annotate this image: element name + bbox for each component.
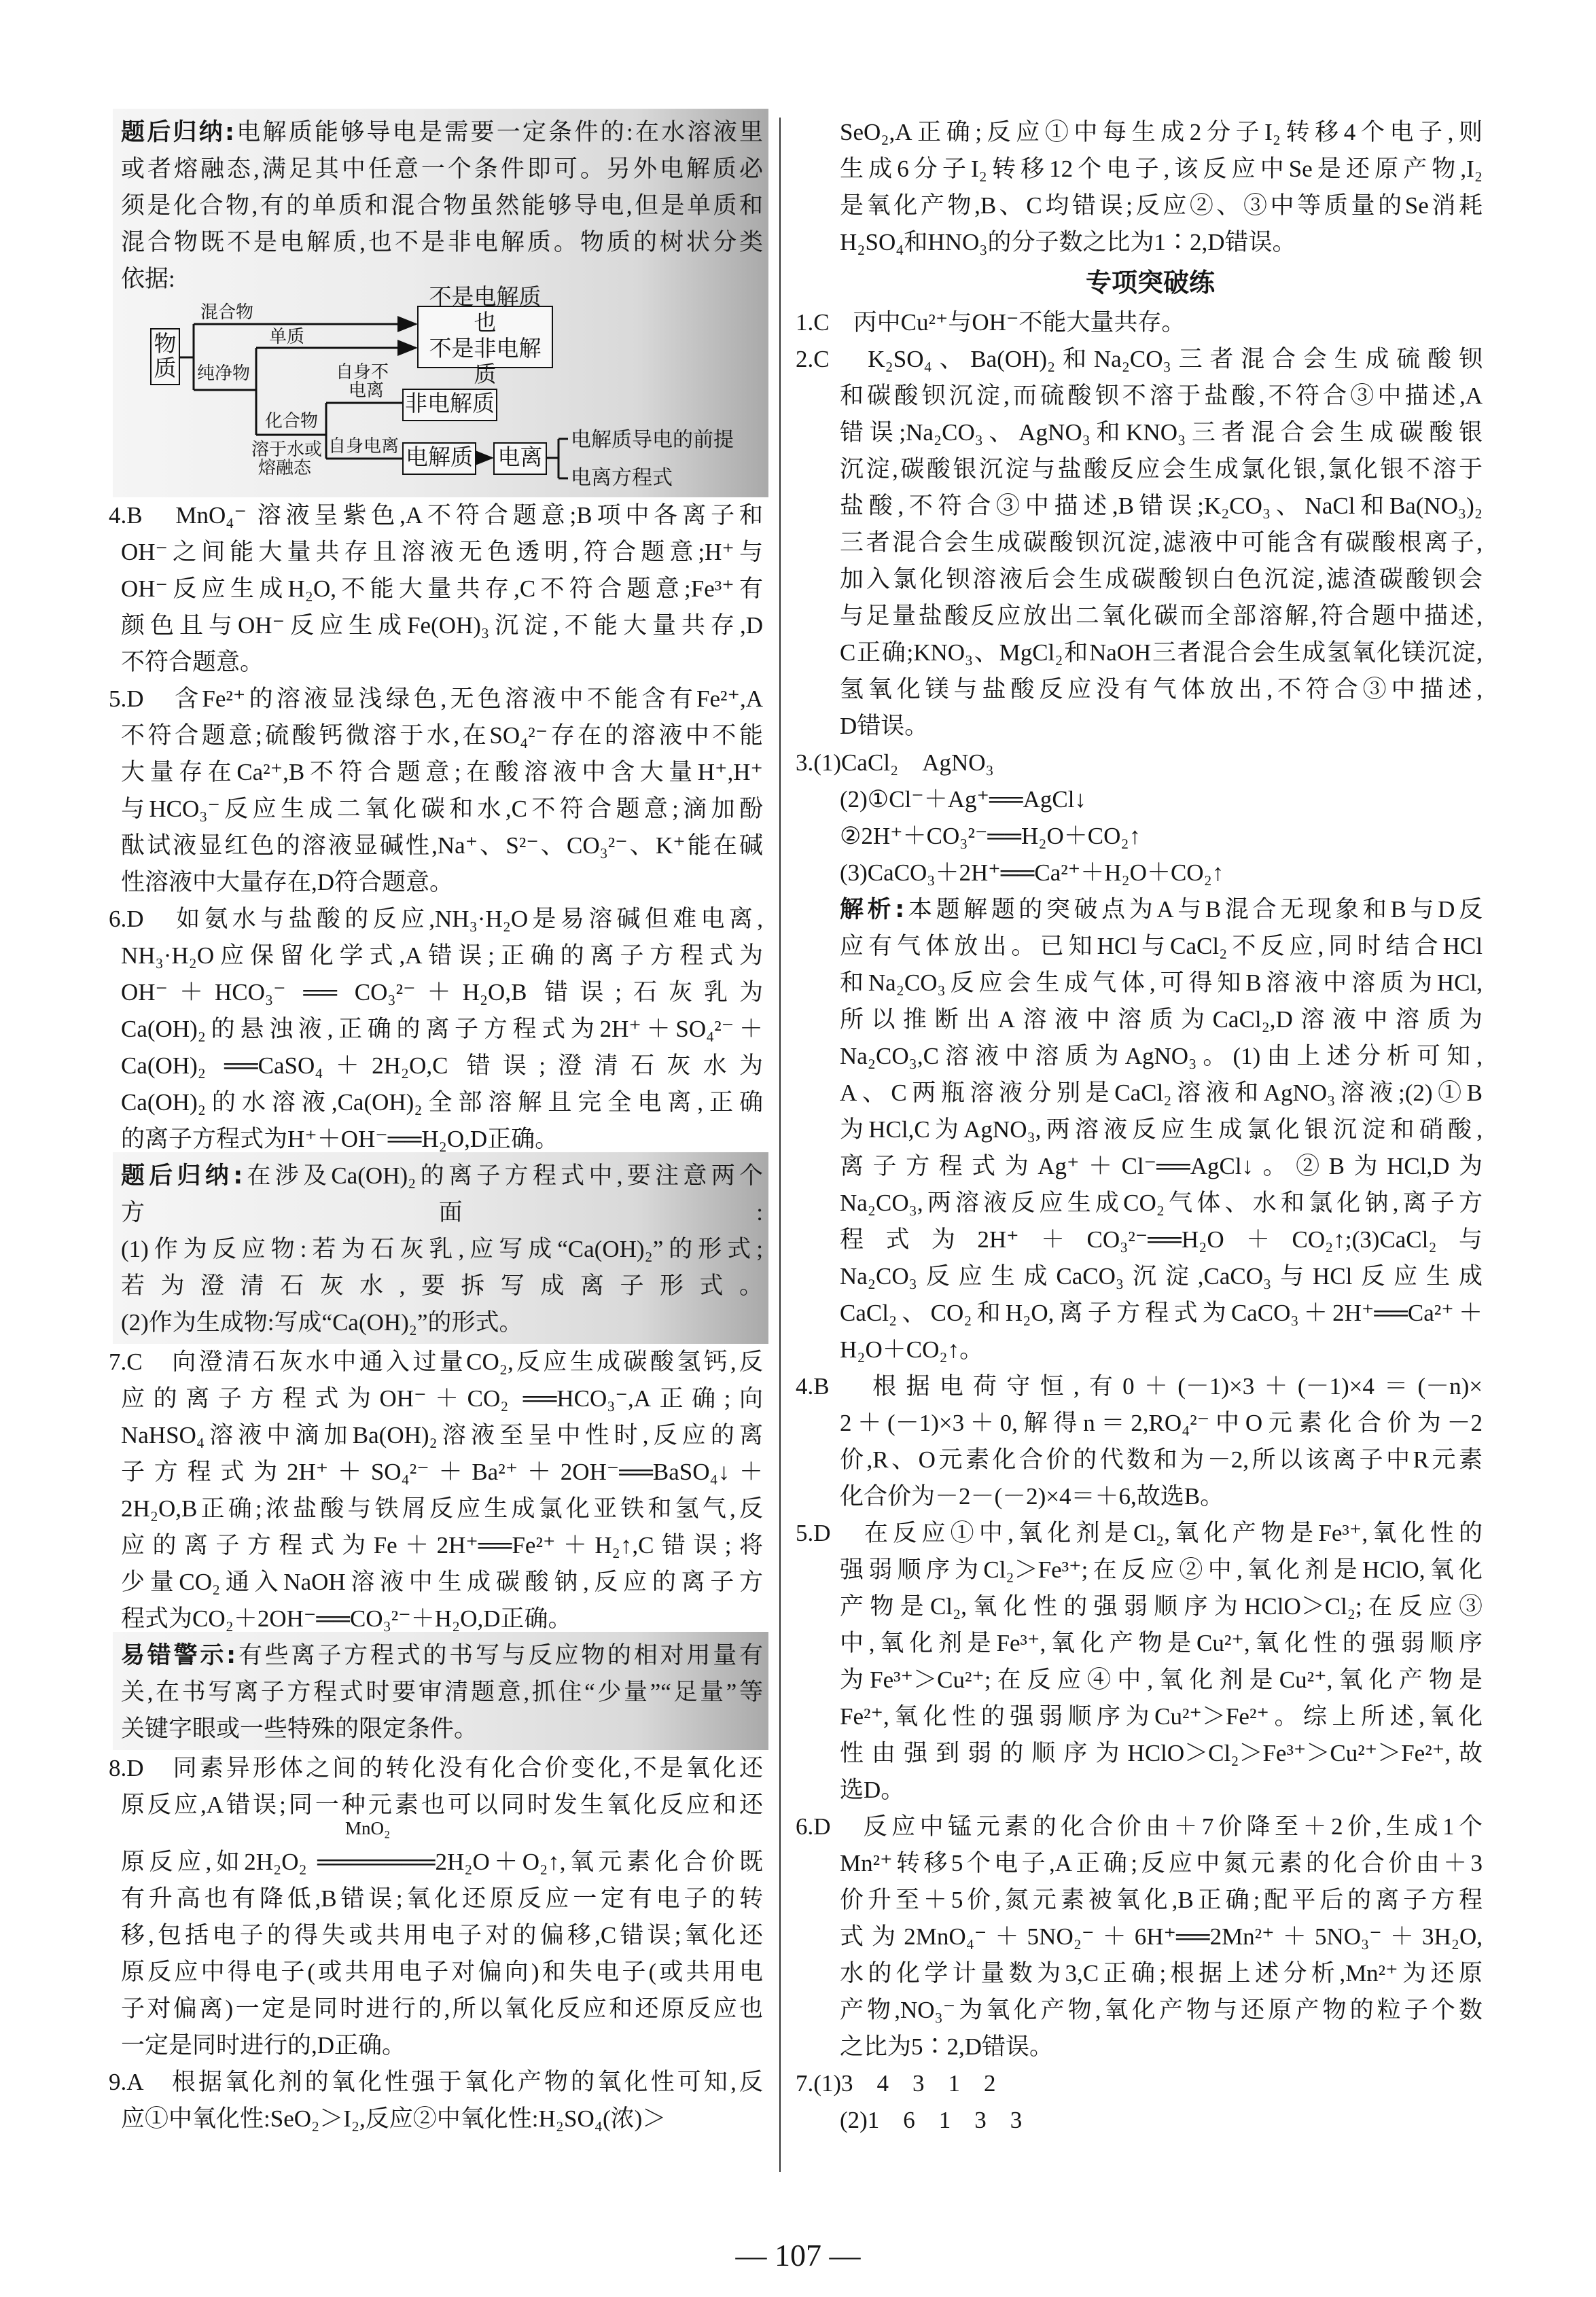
text-line: [840, 1295, 1483, 1332]
text-line: [109, 681, 763, 717]
line-text: 性由强到弱的顺序为HClO＞Cl₂＞Fe³⁺＞Cu²⁺＞Fe²⁺,故: [840, 1740, 1483, 1766]
line-text: 9.A 根据氧化剂的氧化性强于氧化产物的氧化性可知,反: [109, 2069, 763, 2095]
text-line: [840, 2029, 1483, 2065]
text-line: [840, 224, 1483, 261]
text-line: [121, 938, 763, 974]
text-line: [121, 1564, 763, 1601]
line-text: 酞试液显红色的溶液显碱性,Na⁺、S²⁻、CO₃²⁻、K⁺能在碱: [121, 832, 763, 859]
text-line: [121, 1674, 763, 1711]
text-line: [121, 188, 763, 224]
diagram-self-ionize: 自身电离: [328, 436, 400, 456]
line-text: 颜色且与OH⁻反应生成Fe(OH)₃沉淀,不能大量共存,D: [121, 612, 763, 639]
text-line: [840, 1258, 1483, 1295]
text-line: [840, 2102, 1483, 2139]
line-text: H₂SO₄和HNO₃的分子数之比为1∶2,D错误。: [840, 229, 1296, 255]
summary-electrolyte: [121, 114, 763, 298]
line-text: 选D。: [840, 1777, 905, 1803]
practice-answer-1: [796, 304, 1483, 341]
line-text: (2)①Cl⁻＋Ag⁺══AgCl↓: [840, 786, 1086, 813]
text-line: [121, 607, 763, 644]
text-line: [840, 1038, 1483, 1075]
text-line: [840, 965, 1483, 1001]
line-text: 一定是同时进行的,D正确。: [121, 2032, 406, 2059]
diagram-compound: 化合物: [265, 411, 319, 431]
text-line: [121, 1381, 763, 1417]
line-text: 为Fe³⁺＞Cu²⁺;在反应④中,氧化剂是Cu²⁺,氧化产物是: [840, 1667, 1483, 1693]
line-text: 依据:: [121, 266, 175, 292]
line-text: 有些离子方程式的书写与反应物的相对用量有: [236, 1642, 763, 1669]
text-line: [121, 791, 763, 827]
section-label: 题后归纳:: [121, 119, 234, 146]
text-line: [121, 1194, 763, 1231]
line-text: 关键字眼或一些特殊的限定条件。: [121, 1715, 478, 1742]
answer-9: [109, 2064, 763, 2137]
line-text: 产物是Cl₂,氧化性的强弱顺序为HClO＞Cl₂;在反应③: [840, 1593, 1483, 1620]
text-line: [121, 2027, 763, 2064]
section-label: 解析:: [840, 896, 905, 923]
column-divider: [779, 118, 781, 2172]
answer-7: [109, 1344, 763, 1637]
text-line: [840, 1919, 1483, 1955]
error-warning: [121, 1637, 763, 1747]
diagram-element: 单质: [269, 327, 305, 346]
text-line: [840, 781, 1483, 818]
line-text: 不符合题意;硫酸钙微溶于水,在SO₄²⁻存在的溶液中不能: [121, 722, 763, 749]
line-text: 应的离子方程式为OH⁻＋CO₂ ══HCO₃⁻,A正确;向: [121, 1385, 763, 1412]
text-line: [121, 1527, 763, 1564]
text-line: [840, 635, 1483, 671]
text-line: [840, 1442, 1483, 1478]
diagram-non-electrolyte-box: [402, 389, 497, 421]
text-line: [840, 488, 1483, 524]
line-text: A、C两瓶溶液分别是CaCl₂溶液和AgNO₃溶液;(2)①B: [840, 1080, 1483, 1106]
text-line: [796, 745, 1483, 781]
text-line: [840, 1148, 1483, 1185]
line-text: 与足量盐酸反应放出二氧化碳而全部溶解,符合题中描述,: [840, 603, 1483, 629]
line-text: 有升高也有降低,B错误;氧化还原反应一定有电子的转: [121, 1885, 763, 1912]
text-line: [840, 598, 1483, 635]
text-line: [840, 188, 1483, 224]
text-line: [109, 1344, 763, 1381]
text-line: [840, 1882, 1483, 1919]
reaction-catalyst: MnO₂: [345, 1818, 391, 1838]
line-text: Fe²⁺,氧化性的强弱顺序为Cu²⁺＞Fe²⁺。综上所述,氧化: [840, 1703, 1483, 1730]
diagram-no-ionize: [336, 363, 389, 400]
text-line: [121, 571, 763, 607]
diagram-electrolyte: 电解质: [406, 446, 473, 471]
line-text: NaHSO₄溶液中滴加Ba(OH)₂溶液至呈中性时,反应的离: [121, 1422, 763, 1448]
line-text: 子对偏离)一定是同时进行的,所以氧化反应和还原反应也: [121, 1995, 763, 2022]
text-line: [840, 1478, 1483, 1515]
diagram-equation: 电离方程式: [571, 467, 673, 489]
text-line: [840, 1955, 1483, 1992]
practice-answer-5: [796, 1515, 1483, 1809]
line-text: 大量存在Ca²⁺,B不符合题意;在酸溶液中含大量H⁺,H⁺: [121, 759, 763, 785]
text-line: [121, 1304, 763, 1341]
section-label: 题后归纳:: [121, 1162, 243, 1190]
text-line: [109, 497, 763, 534]
text-line: [121, 864, 763, 901]
text-line: [840, 1735, 1483, 1772]
text-line: [840, 524, 1483, 561]
text-line: [840, 1992, 1483, 2029]
line-text: 关,在书写离子方程式时要审清题意,抓住“少量”“足量”等: [121, 1679, 763, 1705]
text-line: [840, 1405, 1483, 1442]
line-text: 式为2MnO₄⁻＋5NO₂⁻＋6H⁺══2Mn²⁺＋5NO₃⁻＋3H₂O,: [840, 1923, 1483, 1950]
line-text: 水的化学计量数为3,C正确;根据上述分析,Mn²⁺为还原: [840, 1960, 1483, 1987]
text-line: [796, 1515, 1483, 1552]
line-text: OH⁻＋HCO₃⁻ ══ CO₃²⁻＋H₂O,B 错误;石灰乳为: [121, 979, 763, 1005]
left-column: [109, 114, 763, 2137]
text-line: [121, 1881, 763, 1917]
text-line: [840, 151, 1483, 188]
line-text: Na₂CO₃,C溶液中溶质为AgNO₃。(1)由上述分析可知,: [840, 1043, 1483, 1069]
text-line: [121, 1158, 763, 1194]
line-text: 或者熔融态,满足其中任意一个条件即可。另外电解质必: [121, 156, 763, 182]
text-line: [840, 818, 1483, 855]
line-text: 离子方程式为Ag⁺＋Cl⁻══AgCl↓。②B为HCl,D为: [840, 1153, 1483, 1179]
page-number: — 107 —: [735, 2238, 861, 2273]
text-line: [796, 304, 1483, 341]
line-text: 三者混合会生成碳酸钡沉淀,滤液中可能含有碳酸根离子,: [840, 529, 1483, 556]
line-text: 原反应中得电子(或共用电子对偏向)和失电子(或共用电: [121, 1959, 763, 1985]
text-line: [840, 1625, 1483, 1662]
text-line: [121, 1417, 763, 1454]
text-line: [840, 928, 1483, 965]
text-line: [840, 708, 1483, 745]
practice-answer-4: [796, 1368, 1483, 1515]
diagram-neither-line2: 不是非电解质: [429, 337, 542, 387]
section-heading: 专项突破练: [1085, 268, 1215, 298]
text-line: [121, 1917, 763, 1954]
line-text: 为HCl,C为AgNO₃,两溶液反应生成氯化银沉淀和硝酸,: [840, 1116, 1483, 1143]
line-text: 的离子方程式为H⁺＋OH⁻══H₂O,D正确。: [121, 1126, 559, 1152]
line-text: 2H₂O,B正确;浓盐酸与铁屑反应生成氯化亚铁和氢气,反: [121, 1495, 763, 1522]
section-label: 易错警示:: [121, 1642, 236, 1669]
diagram-ionization: 电离: [497, 446, 543, 471]
line-text: 沉淀,碳酸银沉淀与盐酸反应会生成氯化银,氯化银不溶于: [840, 456, 1483, 482]
diagram-neither-line1: 不是电解质也: [429, 285, 542, 336]
right-column: [796, 114, 1483, 2139]
line-text: (3)CaCO₃＋2H⁺══Ca²⁺＋H₂O＋CO₂↑: [840, 859, 1224, 886]
line-text: Ca(OH)₂ ══CaSO₄＋2H₂O,C 错误;澄清石灰水为: [121, 1052, 763, 1079]
practice-answer-3: [796, 745, 1483, 891]
line-text: Mn²⁺转移5个电子,A正确;反应中氮元素的化合价由＋3: [840, 1850, 1483, 1876]
line-text: D错误。: [840, 713, 929, 739]
line-text: 混合物既不是电解质,也不是非电解质。物质的树状分类: [121, 229, 763, 255]
summary-box-electrolyte: [113, 109, 768, 497]
line-text: 与HCO₃⁻反应生成二氧化碳和水,C不符合题意;滴加酚: [121, 796, 763, 822]
line-text: Na₂CO₃,两溶液反应生成CO₂气体、水和氯化钠,离子方: [840, 1190, 1483, 1216]
text-line: [121, 1954, 763, 1991]
text-line: [121, 224, 763, 261]
line-text: 电解质能够导电是需要一定条件的:在水溶液里: [234, 119, 763, 145]
diagram-condition-line2: 熔融态: [258, 458, 312, 478]
line-text: 程式为2H⁺＋CO₃²⁻══H₂O＋CO₂↑;(3)CaCl₂与: [840, 1226, 1483, 1253]
line-text: 1.C 丙中Cu²⁺与OH⁻不能大量共存。: [796, 309, 1186, 336]
line-text: ②2H⁺＋CO₃²⁻══H₂O＋CO₂↑: [840, 823, 1141, 849]
text-line: [121, 1823, 763, 1881]
text-line: [840, 1185, 1483, 1222]
practice-answer-6: [796, 1809, 1483, 2065]
text-line: [121, 1011, 763, 1048]
line-text: Ca(OH)₂的悬浊液,正确的离子方程式为2H⁺＋SO₄²⁻＋: [121, 1016, 763, 1042]
summary-caoh2: [121, 1158, 763, 1341]
text-line: [121, 754, 763, 791]
classification-diagram: [109, 285, 754, 495]
line-text: 应①中氧化性:SeO₂＞I₂,反应②中氧化性:H₂SO₄(浓)＞: [121, 2105, 667, 2132]
text-line: [840, 561, 1483, 598]
line-text: Na₂CO₃反应生成CaCO₃沉淀,CaCO₃与HCl反应生成: [840, 1263, 1483, 1289]
text-line: [840, 1588, 1483, 1625]
line-text: 化合价为－2－(－2)×4＝＋6,故选B。: [840, 1483, 1224, 1510]
text-line: [121, 114, 763, 151]
line-text: 5.D 含Fe²⁺的溶液显浅绿色,无色溶液中不能含有Fe²⁺,A: [109, 685, 763, 712]
warning-box: [113, 1632, 768, 1750]
answer-5: [109, 681, 763, 901]
text-line: [796, 1368, 1483, 1405]
diagram-neither-box: [417, 285, 553, 387]
line-text: 7.(1)3 4 3 1 2: [796, 2070, 996, 2097]
line-text: 盐酸,不符合③中描述,B错误;K₂CO₃、NaCl和Ba(NO₃)₂: [840, 493, 1483, 519]
line-text: 应的离子方程式为Fe＋2H⁺══Fe²⁺＋H₂↑,C错误;将: [121, 1532, 763, 1559]
text-line: [121, 151, 763, 188]
text-line: [840, 1001, 1483, 1038]
practice-answer-7: [796, 2065, 1483, 2139]
text-line: [121, 1491, 763, 1527]
diagram-no-ionize-line1: 自身不: [336, 362, 389, 382]
diagram-non-electrolyte: 非电解质: [405, 392, 495, 417]
line-text: C正确;KNO₃、MgCl₂和NaOH三者混合会生成氢氧化镁沉淀,: [840, 639, 1483, 666]
text-line: [121, 717, 763, 754]
text-line: [840, 414, 1483, 451]
text-line: [840, 891, 1483, 928]
line-text: 强弱顺序为Cl₂＞Fe³⁺;在反应②中,氧化剂是HClO,氧化: [840, 1556, 1483, 1583]
practice-answer-3-analysis: [840, 891, 1483, 1368]
text-line: [840, 671, 1483, 708]
diagram-condition: [251, 440, 322, 478]
line-text: NH₃·H₂O应保留化学式,A错误;正确的离子方程式为: [121, 942, 763, 969]
line-text: 中,氧化剂是Fe³⁺,氧化产物是Cu²⁺,氧化性的强弱顺序: [840, 1630, 1483, 1656]
line-text: 是氧化产物,B、C均错误;反应②、③中等质量的Se消耗: [840, 192, 1483, 219]
text-line: [121, 1268, 763, 1304]
diagram-condition-line1: 溶于水或: [251, 440, 323, 459]
text-line: [121, 1711, 763, 1747]
summary-box-caoh2: [113, 1152, 768, 1344]
answer-9-continued: [840, 114, 1483, 261]
answer-8: [109, 1750, 763, 2064]
line-text: 7.C 向澄清石灰水中通入过量CO₂,反应生成碳酸氢钙,反: [109, 1349, 763, 1375]
text-line: [121, 1637, 763, 1674]
line-text: 8.D 同素异形体之间的转化没有化合价变化,不是氧化还: [109, 1755, 763, 1781]
line-text: 6.D 反应中锰元素的化合价由＋7价降至＋2价,生成1个: [796, 1813, 1483, 1840]
line-text: CaCl₂、CO₂和H₂O,离子方程式为CaCO₃＋2H⁺══Ca²⁺＋: [840, 1300, 1483, 1326]
line-text: 和Na₂CO₃反应会生成气体,可得知B溶液中溶质为HCl,: [840, 969, 1483, 996]
text-line: [840, 1772, 1483, 1809]
text-line: [121, 1048, 763, 1084]
line-text: OH⁻之间能大量共存且溶液无色透明,符合题意;H⁺与: [121, 539, 763, 565]
practice-answer-2: [796, 341, 1483, 745]
answer-4: [109, 497, 763, 681]
text-line: [796, 1809, 1483, 1845]
text-line: [121, 1231, 763, 1268]
line-text: 原反应,如2H₂O₂ ═══════2H₂O＋O₂↑,氧元素化合价既: [121, 1849, 763, 1875]
diagram-electrolyte-box: [402, 442, 476, 475]
line-text: Ca(OH)₂的水溶液,Ca(OH)₂全部溶解且完全电离,正确: [121, 1089, 763, 1116]
line-text: 不符合题意。: [121, 649, 264, 675]
line-text: 应有气体放出。已知HCl与CaCl₂不反应,同时结合HCl: [840, 933, 1483, 959]
line-text: 之比为5∶2,D错误。: [840, 2033, 1054, 2060]
line-text: 产物,NO₃⁻为氧化产物,氧化产物与还原产物的粒子个数: [840, 1997, 1483, 2023]
text-line: [840, 1552, 1483, 1588]
line-text: 须是化合物,有的单质和混合物虽然能够导电,但是单质和: [121, 192, 763, 219]
line-text: 程式为CO₂＋2OH⁻══CO₃²⁻＋H₂O,D正确。: [121, 1605, 572, 1632]
line-text: 4.B MnO₄⁻ 溶液呈紫色,A不符合题意;B项中各离子和: [109, 502, 763, 529]
line-text: H₂O＋CO₂↑。: [840, 1336, 984, 1363]
text-line: [840, 114, 1483, 151]
line-text: 氢氧化镁与盐酸反应没有气体放出,不符合③中描述,: [840, 676, 1483, 702]
text-line: [121, 2101, 763, 2137]
line-text: 和碳酸钡沉淀,而硫酸钡不溶于盐酸,不符合③中描述,A: [840, 382, 1483, 409]
text-line: [796, 2065, 1483, 2102]
line-text: 所以推断出A溶液中溶质为CaCl₂,D溶液中溶质为: [840, 1006, 1483, 1033]
text-line: [840, 1698, 1483, 1735]
line-text: 6.D 如氨水与盐酸的反应,NH₃·H₂O是易溶碱但难电离,: [109, 906, 763, 932]
line-text: 价升至＋5价,氮元素被氧化,B正确;配平后的离子方程: [840, 1887, 1483, 1913]
text-line: [840, 1332, 1483, 1368]
diagram-no-ionize-line2: 电离: [349, 380, 385, 401]
line-text: (1)作为反应物:若为石灰乳,应写成“Ca(OH)₂”的形式;: [121, 1236, 763, 1262]
text-line: [840, 1111, 1483, 1148]
line-text: 在涉及Ca(OH)₂的离子方程式中,要注意两个: [243, 1162, 763, 1189]
text-line: [121, 1787, 763, 1823]
line-text: (2)作为生成物:写成“Ca(OH)₂”的形式。: [121, 1309, 523, 1336]
diagram-root-label: 物质: [154, 332, 177, 381]
diagram-ionization-box: [493, 442, 547, 475]
line-text: 价,R、O元素化合价的代数和为－2,所以该离子中R元素: [840, 1446, 1483, 1473]
text-line: [109, 1750, 763, 1787]
text-line: [109, 901, 763, 938]
diagram-mixture: 混合物: [200, 302, 254, 322]
text-line: [840, 1075, 1483, 1111]
text-line: [840, 1222, 1483, 1258]
text-line: [840, 1662, 1483, 1698]
text-line: [121, 827, 763, 864]
diagram-root-box: [150, 328, 180, 385]
line-text: 3.(1)CaCl₂ AgNO₃: [796, 749, 994, 776]
line-text: OH⁻反应生成H₂O,不能大量共存,C不符合题意;Fe³⁺有: [121, 575, 763, 602]
line-text: 若为澄清石灰水,要拆写成离子形式。: [121, 1272, 763, 1299]
answer-6: [109, 901, 763, 1158]
text-line: [840, 1845, 1483, 1882]
line-text: 5.D 在反应①中,氧化剂是Cl₂,氧化产物是Fe³⁺,氧化性的: [796, 1520, 1483, 1546]
diagram-premise: 电解质导电的前提: [571, 429, 734, 451]
line-text: 本题解题的突破点为A与B混合无现象和B与D反: [904, 896, 1483, 923]
line-text: 少量CO₂通入NaOH溶液中生成碳酸钠,反应的离子方: [121, 1569, 763, 1595]
line-text: 2.C K₂SO₄、Ba(OH)₂和Na₂CO₃三者混合会生成硫酸钡: [796, 346, 1483, 372]
line-text: SeO₂,A正确;反应①中每生成2分子I₂转移4个电子,则: [840, 119, 1483, 145]
line-text: 错误;Na₂CO₃、AgNO₃和KNO₃三者混合会生成碳酸银: [840, 419, 1483, 446]
text-line: [121, 1454, 763, 1491]
text-line: [121, 534, 763, 571]
text-line: [840, 451, 1483, 488]
line-text: 性溶液中大量存在,D符合题意。: [121, 869, 454, 895]
line-text: 4.B 根据电荷守恒,有0＋(－1)×3＋(－1)×4＝(－n)×: [796, 1373, 1483, 1400]
line-text: 原反应,A错误;同一种元素也可以同时发生氧化反应和还: [121, 1792, 763, 1818]
line-text: 子方程式为2H⁺＋SO₄²⁻＋Ba²⁺＋2OH⁻══BaSO₄↓＋: [121, 1459, 763, 1485]
line-text: 移,包括电子的得失或共用电子对的偏移,C错误;氧化还: [121, 1922, 763, 1948]
text-line: [121, 1084, 763, 1121]
line-text: (2)1 6 1 3 3: [840, 2107, 1023, 2133]
line-text: 方面:: [121, 1199, 763, 1226]
line-text: 生成6分子I₂转移12个电子,该反应中Se是还原产物,I₂: [840, 156, 1483, 182]
text-line: [121, 644, 763, 681]
text-line: [121, 1991, 763, 2027]
line-text: 加入氯化钡溶液后会生成碳酸钡白色沉淀,滤渣碳酸钡会: [840, 566, 1483, 592]
diagram-pure-substance: 纯净物: [197, 363, 251, 383]
page-number-value: 107: [775, 2238, 821, 2273]
text-line: [121, 974, 763, 1011]
text-line: [840, 855, 1483, 891]
line-text: 2＋(－1)×3＋0,解得n＝2,RO₄²⁻中O元素化合价为－2: [840, 1410, 1483, 1436]
text-line: [840, 378, 1483, 414]
text-line: [796, 341, 1483, 378]
text-line: [109, 2064, 763, 2101]
